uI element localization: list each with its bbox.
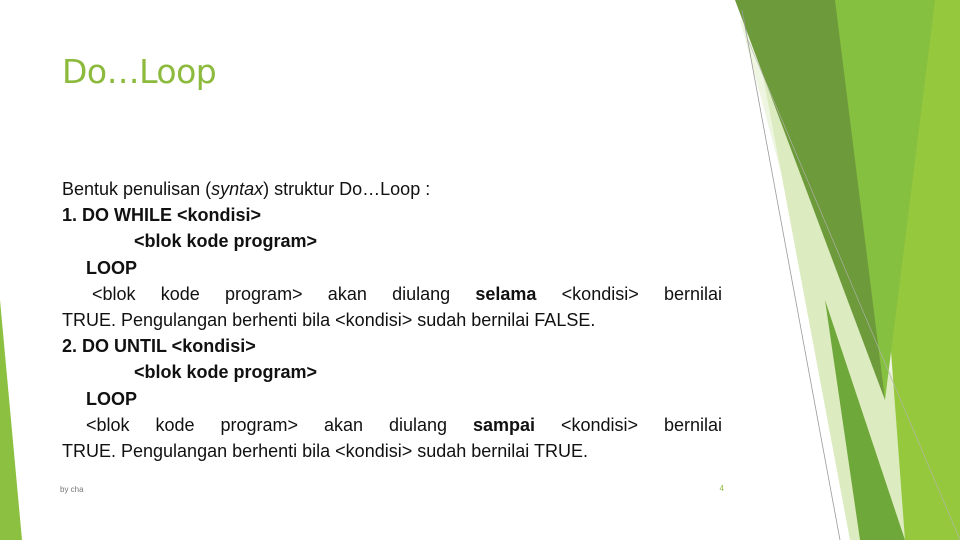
item1-desc-line1 xyxy=(62,281,722,307)
intro-prefix: Bentuk penulisan ( xyxy=(62,179,212,199)
item1-heading: 1. DO WHILE <kondisi> xyxy=(62,205,262,226)
item1-desc-keyword: selama xyxy=(475,283,537,304)
item2-heading: 2. DO UNTIL <kondisi> xyxy=(62,336,256,357)
intro-suffix: ) struktur Do…Loop : xyxy=(263,179,431,199)
item2-desc-prefix: <blok kode program> akan diulang xyxy=(86,414,473,435)
item1-desc-line2: TRUE. Pengulangan berhenti bila <kondisi> sudah bernilai FALSE. xyxy=(62,310,596,331)
slide-body xyxy=(62,176,722,464)
facet-left-edge xyxy=(0,300,22,540)
item2-loop: LOOP xyxy=(86,388,138,409)
item2-desc-keyword: sampai xyxy=(472,414,535,435)
slide-title: Do…Loop xyxy=(62,52,217,91)
item1-loop: LOOP xyxy=(86,257,138,278)
item1-desc-suffix: <kondisi> bernilai xyxy=(536,283,722,304)
intro-syntax: syntax xyxy=(211,179,264,199)
item2-desc-line2: TRUE. Pengulangan berhenti bila <kondisi> sudah bernilai TRUE. xyxy=(62,441,588,462)
page-number: 4 xyxy=(719,484,724,493)
item2-desc-suffix: <kondisi> bernilai xyxy=(535,414,722,435)
item2-desc-line1 xyxy=(62,412,722,438)
item1-desc-prefix: <blok kode program> akan diulang xyxy=(92,283,476,304)
item1-block: <blok kode program> xyxy=(134,231,318,252)
item2-block: <blok kode program> xyxy=(134,362,318,383)
footer-author: by cha xyxy=(60,485,84,494)
intro-line xyxy=(62,176,722,202)
